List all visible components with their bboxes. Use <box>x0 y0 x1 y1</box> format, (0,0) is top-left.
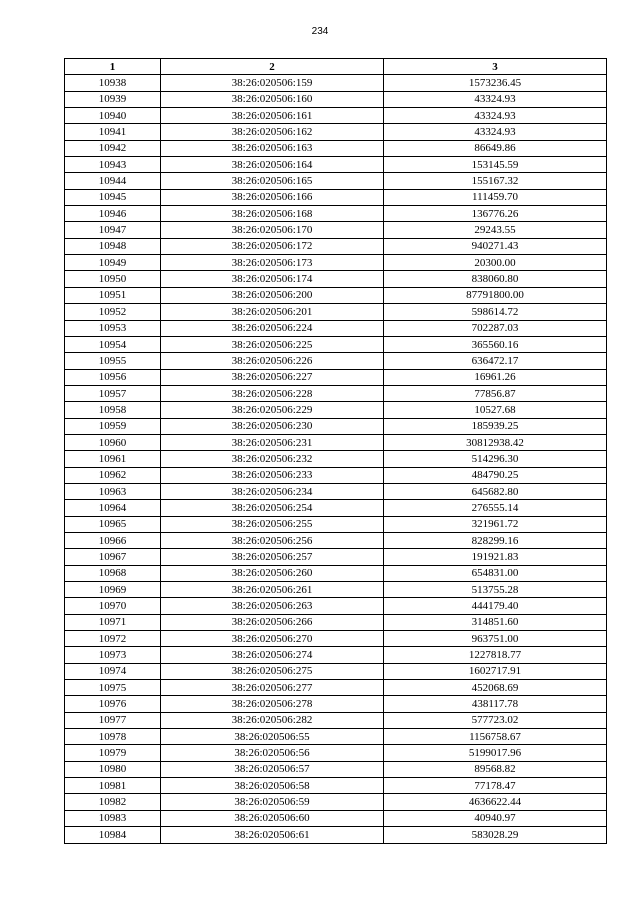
table-cell: 38:26:020506:170 <box>161 222 384 238</box>
table-cell: 10968 <box>65 565 161 581</box>
table-cell: 10983 <box>65 810 161 826</box>
table-row <box>65 745 607 761</box>
table-cell: 10977 <box>65 712 161 728</box>
table-cell: 38:26:020506:274 <box>161 647 384 663</box>
table-cell: 10949 <box>65 255 161 271</box>
table-cell: 38:26:020506:59 <box>161 794 384 810</box>
table-cell: 38:26:020506:270 <box>161 631 384 647</box>
table-cell: 38:26:020506:174 <box>161 271 384 287</box>
table-cell: 38:26:020506:263 <box>161 598 384 614</box>
table-cell: 10971 <box>65 614 161 630</box>
table-cell: 38:26:020506:60 <box>161 810 384 826</box>
table-row <box>65 631 607 647</box>
table-cell: 10980 <box>65 761 161 777</box>
table-cell: 191921.83 <box>384 549 607 565</box>
table-cell: 38:26:020506:260 <box>161 565 384 581</box>
table-row <box>65 647 607 663</box>
table-cell: 136776.26 <box>384 206 607 222</box>
table-cell: 598614.72 <box>384 304 607 320</box>
table-row <box>65 173 607 189</box>
table-cell: 10981 <box>65 778 161 794</box>
table-cell: 10979 <box>65 745 161 761</box>
table-cell: 452068.69 <box>384 680 607 696</box>
table-cell: 577723.02 <box>384 712 607 728</box>
table-cell: 16961.26 <box>384 369 607 385</box>
table-row <box>65 271 607 287</box>
table-cell: 38:26:020506:228 <box>161 385 384 401</box>
table-cell: 10951 <box>65 287 161 303</box>
table-cell: 10952 <box>65 304 161 320</box>
table-row <box>65 91 607 107</box>
table-cell: 38:26:020506:173 <box>161 255 384 271</box>
table-cell: 828299.16 <box>384 532 607 548</box>
table-cell: 153145.59 <box>384 157 607 173</box>
table-row <box>65 500 607 516</box>
table-cell: 583028.29 <box>384 827 607 843</box>
table-cell: 38:26:020506:231 <box>161 434 384 450</box>
table-row <box>65 304 607 320</box>
table-cell: 38:26:020506:201 <box>161 304 384 320</box>
table-cell: 38:26:020506:161 <box>161 108 384 124</box>
table-row <box>65 729 607 745</box>
table-row <box>65 157 607 173</box>
table-cell: 10958 <box>65 402 161 418</box>
table-cell: 5199017.96 <box>384 745 607 761</box>
table-header-row <box>65 59 607 75</box>
table-body <box>65 75 607 843</box>
table-cell: 38:26:020506:165 <box>161 173 384 189</box>
table-cell: 43324.93 <box>384 124 607 140</box>
table-cell: 38:26:020506:55 <box>161 729 384 745</box>
table-row <box>65 320 607 336</box>
table-cell: 484790.25 <box>384 467 607 483</box>
table-cell: 321961.72 <box>384 516 607 532</box>
table-cell: 43324.93 <box>384 91 607 107</box>
table-cell: 10963 <box>65 483 161 499</box>
table-cell: 10966 <box>65 532 161 548</box>
table-row <box>65 761 607 777</box>
table-cell: 38:26:020506:233 <box>161 467 384 483</box>
table-cell: 38:26:020506:278 <box>161 696 384 712</box>
column-header-3: 3 <box>384 59 607 75</box>
table-row <box>65 108 607 124</box>
table-row <box>65 287 607 303</box>
table-row <box>65 565 607 581</box>
table-row <box>65 402 607 418</box>
table-row <box>65 532 607 548</box>
table-cell: 38:26:020506:234 <box>161 483 384 499</box>
table-cell: 38:26:020506:261 <box>161 582 384 598</box>
table-cell: 276555.14 <box>384 500 607 516</box>
table-cell: 38:26:020506:172 <box>161 238 384 254</box>
table-cell: 10953 <box>65 320 161 336</box>
table-row <box>65 483 607 499</box>
table-row <box>65 222 607 238</box>
table-cell: 10967 <box>65 549 161 565</box>
table-cell: 10941 <box>65 124 161 140</box>
table-cell: 10946 <box>65 206 161 222</box>
table-row <box>65 778 607 794</box>
table-cell: 10976 <box>65 696 161 712</box>
table-cell: 10978 <box>65 729 161 745</box>
table-cell: 38:26:020506:61 <box>161 827 384 843</box>
table-cell: 38:26:020506:159 <box>161 75 384 91</box>
table-row <box>65 189 607 205</box>
table-cell: 38:26:020506:168 <box>161 206 384 222</box>
table-cell: 38:26:020506:282 <box>161 712 384 728</box>
table-row <box>65 696 607 712</box>
table-cell: 10940 <box>65 108 161 124</box>
table-cell: 10962 <box>65 467 161 483</box>
table-cell: 10938 <box>65 75 161 91</box>
table-cell: 438117.78 <box>384 696 607 712</box>
table-row <box>65 614 607 630</box>
table-cell: 10973 <box>65 647 161 663</box>
table-cell: 10970 <box>65 598 161 614</box>
table-cell: 86649.86 <box>384 140 607 156</box>
table-cell: 513755.28 <box>384 582 607 598</box>
table-cell: 314851.60 <box>384 614 607 630</box>
table-row <box>65 255 607 271</box>
table-cell: 38:26:020506:56 <box>161 745 384 761</box>
table-cell: 38:26:020506:256 <box>161 532 384 548</box>
table-cell: 10964 <box>65 500 161 516</box>
table-row <box>65 238 607 254</box>
table-cell: 38:26:020506:232 <box>161 451 384 467</box>
table-cell: 10984 <box>65 827 161 843</box>
table-cell: 4636622.44 <box>384 794 607 810</box>
table-cell: 10959 <box>65 418 161 434</box>
table-row <box>65 680 607 696</box>
table-cell: 10939 <box>65 91 161 107</box>
table-cell: 77856.87 <box>384 385 607 401</box>
table-row <box>65 712 607 728</box>
table-cell: 514296.30 <box>384 451 607 467</box>
table-cell: 10956 <box>65 369 161 385</box>
table-cell: 30812938.42 <box>384 434 607 450</box>
table-row <box>65 467 607 483</box>
table-cell: 10961 <box>65 451 161 467</box>
table-row <box>65 434 607 450</box>
table-cell: 185939.25 <box>384 418 607 434</box>
table-cell: 38:26:020506:227 <box>161 369 384 385</box>
table-cell: 10954 <box>65 336 161 352</box>
table-row <box>65 369 607 385</box>
table-row <box>65 663 607 679</box>
data-table <box>64 58 607 844</box>
table-row <box>65 810 607 826</box>
table-cell: 38:26:020506:254 <box>161 500 384 516</box>
table-cell: 38:26:020506:160 <box>161 91 384 107</box>
table-cell: 111459.70 <box>384 189 607 205</box>
table-cell: 940271.43 <box>384 238 607 254</box>
table-cell: 40940.97 <box>384 810 607 826</box>
table-row <box>65 418 607 434</box>
table-cell: 1602717.91 <box>384 663 607 679</box>
table-row <box>65 140 607 156</box>
table-cell: 10942 <box>65 140 161 156</box>
table-cell: 1156758.67 <box>384 729 607 745</box>
table-cell: 10943 <box>65 157 161 173</box>
table-cell: 38:26:020506:230 <box>161 418 384 434</box>
table-cell: 963751.00 <box>384 631 607 647</box>
table-cell: 10974 <box>65 663 161 679</box>
table-cell: 38:26:020506:275 <box>161 663 384 679</box>
table-cell: 38:26:020506:57 <box>161 761 384 777</box>
table-cell: 10947 <box>65 222 161 238</box>
table-cell: 89568.82 <box>384 761 607 777</box>
table-cell: 10965 <box>65 516 161 532</box>
table-cell: 87791800.00 <box>384 287 607 303</box>
column-header-1: 1 <box>65 59 161 75</box>
table-cell: 155167.32 <box>384 173 607 189</box>
table-cell: 645682.80 <box>384 483 607 499</box>
table-cell: 10972 <box>65 631 161 647</box>
table-cell: 1227818.77 <box>384 647 607 663</box>
table-cell: 10955 <box>65 353 161 369</box>
table-row <box>65 582 607 598</box>
table-cell: 636472.17 <box>384 353 607 369</box>
table-row <box>65 385 607 401</box>
table-row <box>65 516 607 532</box>
table-cell: 38:26:020506:255 <box>161 516 384 532</box>
table-cell: 38:26:020506:229 <box>161 402 384 418</box>
table-cell: 702287.03 <box>384 320 607 336</box>
table-cell: 10944 <box>65 173 161 189</box>
table-cell: 20300.00 <box>384 255 607 271</box>
table-cell: 365560.16 <box>384 336 607 352</box>
table-row <box>65 336 607 352</box>
table-row <box>65 206 607 222</box>
table-cell: 10945 <box>65 189 161 205</box>
table-cell: 38:26:020506:226 <box>161 353 384 369</box>
table-row <box>65 549 607 565</box>
table-cell: 838060.80 <box>384 271 607 287</box>
table-row <box>65 598 607 614</box>
table-cell: 10527.68 <box>384 402 607 418</box>
table-cell: 38:26:020506:257 <box>161 549 384 565</box>
table-cell: 38:26:020506:277 <box>161 680 384 696</box>
table-cell: 77178.47 <box>384 778 607 794</box>
table-cell: 654831.00 <box>384 565 607 581</box>
table-cell: 38:26:020506:200 <box>161 287 384 303</box>
table-cell: 10948 <box>65 238 161 254</box>
table-cell: 38:26:020506:266 <box>161 614 384 630</box>
table-cell: 10982 <box>65 794 161 810</box>
table-cell: 444179.40 <box>384 598 607 614</box>
table-cell: 38:26:020506:166 <box>161 189 384 205</box>
table-cell: 29243.55 <box>384 222 607 238</box>
table-cell: 38:26:020506:162 <box>161 124 384 140</box>
table-cell: 10975 <box>65 680 161 696</box>
table-cell: 10969 <box>65 582 161 598</box>
table-cell: 1573236.45 <box>384 75 607 91</box>
table-cell: 10950 <box>65 271 161 287</box>
table-row <box>65 451 607 467</box>
table-cell: 38:26:020506:163 <box>161 140 384 156</box>
table-cell: 38:26:020506:58 <box>161 778 384 794</box>
table-row <box>65 794 607 810</box>
table-row <box>65 827 607 843</box>
column-header-2: 2 <box>161 59 384 75</box>
table-cell: 10960 <box>65 434 161 450</box>
table-row <box>65 353 607 369</box>
table-row <box>65 75 607 91</box>
table-cell: 43324.93 <box>384 108 607 124</box>
table-row <box>65 124 607 140</box>
table-cell: 38:26:020506:224 <box>161 320 384 336</box>
table-cell: 38:26:020506:164 <box>161 157 384 173</box>
table-cell: 10957 <box>65 385 161 401</box>
page-number: 234 <box>311 26 329 37</box>
table-cell: 38:26:020506:225 <box>161 336 384 352</box>
